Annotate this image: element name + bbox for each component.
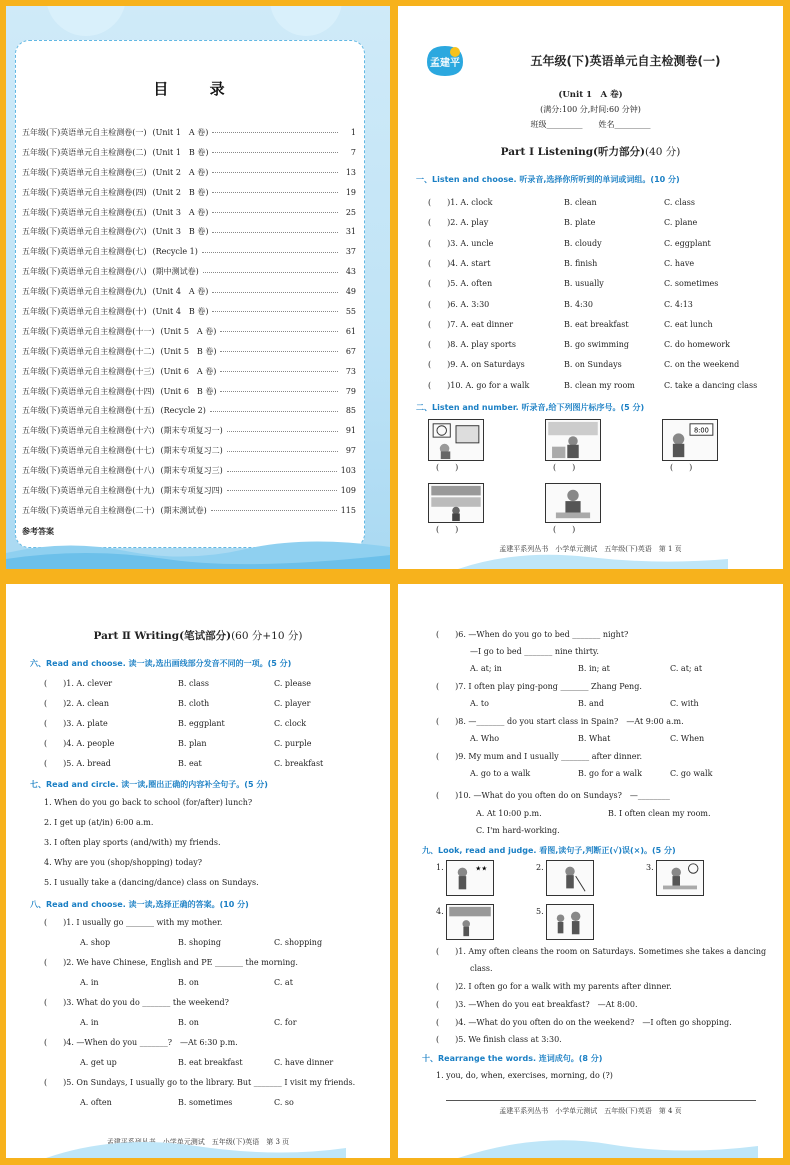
- toc-item-unit: (Unit 4 A 卷): [152, 287, 209, 297]
- toc-item-unit: (期中测试卷): [152, 267, 199, 277]
- toc-item-title: 五年级(下)英语单元自主检测卷(四): [22, 187, 147, 197]
- section-6-heading: 六、Read and choose. 读一读,选出画线部分发音不同的一项。(5 分): [30, 659, 292, 668]
- section-10-heading: 十、Rearrange the words. 连词成句。(8 分): [422, 1054, 603, 1063]
- question-8-8: ( )8. —_______ do you start class in Spain? —At 9:00 a.m.: [436, 717, 684, 726]
- toc-item-page: 7: [350, 147, 356, 157]
- toc-item-unit: (Unit 4 B 卷): [152, 306, 209, 316]
- toc-item-title: 五年级(下)英语单元自主检测卷(十七): [22, 446, 155, 456]
- toc-dots: [212, 132, 338, 133]
- question-8-2: ( )2. We have Chinese, English and PE _______ the morning.: [44, 958, 298, 967]
- decorative-wave: [6, 535, 390, 569]
- question-6-3: ( )3. A. plate: [44, 719, 108, 728]
- part-2-heading: [6, 628, 390, 643]
- toc-item[interactable]: [22, 342, 356, 362]
- toc-item-title: 五年级(下)英语单元自主检测卷(十三): [22, 366, 155, 376]
- option-8-5-b: B. sometimes: [178, 1098, 233, 1107]
- question-8-10: ( )10. —What do you often do on Sundays? —________: [436, 791, 670, 800]
- toc-dots: [203, 272, 338, 273]
- option-8-9-b: B. go for a walk: [578, 769, 642, 778]
- option-8-2-b: B. on: [178, 978, 199, 987]
- toc-dots: [227, 490, 337, 491]
- toc-item-page: 25: [345, 207, 356, 217]
- question-1-4: ( )4. A. start: [428, 258, 491, 268]
- option-8-7-b: B. and: [578, 699, 605, 708]
- option-1-3-b: B. cloudy: [564, 238, 602, 248]
- page-footer: 孟建平系列丛书 小学单元测试 五年级(下)英语 第 4 页: [499, 1107, 682, 1115]
- toc-item[interactable]: [22, 143, 356, 163]
- option-1-1-b: B. clean: [564, 198, 597, 207]
- question-1-6: ( )6. A. 3:30: [428, 299, 490, 309]
- option-1-6-b: B. 4:30: [564, 299, 593, 309]
- toc-item[interactable]: [22, 501, 356, 521]
- option-1-4-b: B. finish: [564, 258, 598, 268]
- picture-cleaning: [546, 860, 594, 896]
- option-8-6-b: B. in; at: [578, 664, 610, 673]
- question-1-2: ( )2. A. play: [428, 218, 489, 228]
- option-1-8-c: C. do homework: [664, 340, 731, 350]
- option-8-1-c: C. shopping: [274, 938, 323, 947]
- picture-dancing: [446, 860, 494, 896]
- section-1-heading: 一、Listen and choose. 听录音,选择你所听到的单词或词组。(10 分): [416, 175, 680, 184]
- option-1-5-c: C. sometimes: [664, 279, 719, 289]
- toc-item-title: 五年级(下)英语单元自主检测卷(七): [22, 247, 147, 257]
- question-6-5: ( )5. A. bread: [44, 759, 111, 768]
- option-1-10-b: B. clean my room: [564, 380, 635, 390]
- question-7-3: 3. I often play sports (and/with) my friends.: [44, 838, 221, 847]
- option-8-2-a: A. in: [80, 978, 99, 987]
- toc-item-unit: (Unit 1 A 卷): [152, 127, 209, 137]
- toc-item-page: 37: [345, 247, 356, 257]
- part-1-score: (40 分): [644, 146, 681, 158]
- toc-item-title: 五年级(下)英语单元自主检测卷(九): [22, 287, 147, 297]
- option-6-2-c: C. player: [274, 699, 311, 708]
- option-8-7-a: A. to: [470, 699, 489, 708]
- option-8-10-a: A. At 10:00 p.m.: [476, 809, 542, 818]
- section-8-heading: 八、Read and choose. 读一读,选择正确的答案。(10 分): [30, 900, 249, 909]
- part-2-score: (60 分+10 分): [231, 630, 303, 642]
- option-6-1-c: C. please: [274, 679, 311, 688]
- toc-item[interactable]: [22, 481, 356, 501]
- toc-item-page: 61: [345, 326, 356, 336]
- option-8-8-b: B. What: [578, 734, 611, 743]
- judge-statement: ( )3. —When do you eat breakfast? —At 8:00.: [436, 1000, 638, 1009]
- toc-item-title: 五年级(下)英语单元自主检测卷(十八): [22, 466, 155, 476]
- toc-item-page: 49: [345, 287, 356, 297]
- option-8-4-b: B. eat breakfast: [178, 1058, 243, 1067]
- toc-item-title: 五年级(下)英语单元自主检测卷(十五): [22, 406, 155, 416]
- judge-statement: class.: [470, 964, 493, 973]
- option-8-3-c: C. for: [274, 1018, 297, 1027]
- toc-item[interactable]: [22, 461, 356, 481]
- option-1-7-c: C. eat lunch: [664, 319, 713, 329]
- question-8-1: ( )1. I usually go _______ with my mother.: [44, 918, 223, 927]
- page-footer: 孟建平系列丛书 小学单元测试 五年级(下)英语 第 3 页: [106, 1138, 290, 1146]
- toc-answers: 参考答案: [22, 526, 54, 536]
- toc-dots: [227, 451, 338, 452]
- option-8-9-c: C. go walk: [670, 769, 713, 778]
- toc-item-unit: (Unit 3 A 卷): [152, 207, 209, 217]
- option-8-7-c: C. with: [670, 699, 699, 708]
- toc-item-page: 91: [345, 426, 356, 436]
- toc-item-page: 85: [345, 406, 356, 416]
- option-8-4-c: C. have dinner: [274, 1058, 334, 1067]
- toc-item-title: 五年级(下)英语单元自主检测卷(十二): [22, 346, 155, 356]
- toc-item-title: 五年级(下)英语单元自主检测卷(八): [22, 267, 147, 277]
- toc-item-title: 五年级(下)英语单元自主检测卷(十): [22, 306, 147, 316]
- test-title: 五年级(下)英语单元自主检测卷(一): [530, 54, 721, 68]
- option-6-5-c: C. breakfast: [274, 759, 324, 768]
- class-name-line: 班级_________ 姓名_________: [530, 120, 651, 129]
- option-8-4-a: A. get up: [80, 1058, 117, 1067]
- toc-item-unit: (期末测试卷): [160, 505, 207, 515]
- option-8-6-c: C. at; at: [670, 664, 703, 673]
- toc-item-page: 103: [340, 466, 356, 476]
- toc-item[interactable]: [22, 262, 356, 282]
- toc-item[interactable]: [22, 222, 356, 242]
- option-1-2-b: B. plate: [564, 218, 596, 228]
- section-9-heading: 九、Look, read and judge. 看图,读句子,判断正(√)误(×)。(5 分): [422, 846, 676, 855]
- question-6-1: ( )1. A. clever: [44, 679, 113, 688]
- option-6-3-c: C. clock: [274, 719, 307, 728]
- judge-statement: ( )4. —What do you often do on the weekend? —I often go shopping.: [436, 1018, 732, 1027]
- option-8-8-a: A. Who: [470, 734, 500, 743]
- toc-item[interactable]: [22, 123, 356, 143]
- toc-item-unit: (期末专项复习三): [160, 466, 223, 476]
- toc-item-title: 五年级(下)英语单元自主检测卷(十四): [22, 386, 155, 396]
- question-1-7: ( )7. A. eat dinner: [428, 319, 514, 329]
- picture-walking: [546, 904, 594, 940]
- logo-text: 孟建平: [430, 58, 460, 69]
- toc-item-unit: (Recycle 1): [152, 247, 198, 257]
- part-1-cn: (听力部分): [593, 146, 645, 158]
- toc-item-page: 97: [345, 446, 356, 456]
- option-1-1-c: C. class: [664, 198, 695, 207]
- option-8-10-c: C. I'm hard-working.: [476, 826, 560, 835]
- toc-list: [22, 123, 356, 521]
- option-8-5-a: A. often: [80, 1098, 112, 1107]
- toc-dots: [212, 172, 338, 173]
- question-8-6: ( )6. —When do you go to bed _______ night?: [436, 630, 629, 639]
- toc-dots: [212, 192, 338, 193]
- question-7-1: 1. When do you go back to school (for/after) lunch?: [44, 798, 253, 807]
- question-1-9: ( )9. A. on Saturdays: [428, 360, 525, 370]
- picture-cooking: [545, 419, 601, 461]
- toc-item-unit: (期末专项复习一): [160, 426, 223, 436]
- part-1-title: Part Ⅰ Listening: [500, 146, 594, 158]
- page-footer: 孟建平系列丛书 小学单元测试 五年级(下)英语 第 1 页: [499, 545, 682, 553]
- answer-paren-2[interactable]: ( ): [553, 463, 576, 472]
- toc-item[interactable]: [22, 421, 356, 441]
- option-1-3-c: C. eggplant: [664, 238, 711, 248]
- toc-item-page: 13: [345, 167, 356, 177]
- toc-dots: [212, 152, 338, 153]
- toc-item[interactable]: [22, 242, 356, 262]
- decorative-wave: [6, 1124, 390, 1158]
- option-8-3-b: B. on: [178, 1018, 199, 1027]
- question-8-6-reply: —I go to bed _______ nine thirty.: [470, 647, 599, 656]
- question-1-8: ( )8. A. play sports: [428, 340, 516, 350]
- toc-item-unit: (Unit 2 B 卷): [152, 187, 209, 197]
- judge-statement: ( )2. I often go for a walk with my parents after dinner.: [436, 982, 672, 991]
- test-page-4: [398, 584, 783, 1158]
- clock-text: 8:00: [693, 426, 709, 435]
- option-6-4-c: C. purple: [274, 739, 312, 748]
- option-1-9-b: B. on Sundays: [564, 360, 622, 370]
- toc-item-unit: (Unit 2 A 卷): [152, 167, 209, 177]
- toc-item-unit: (Unit 6 A 卷): [160, 366, 217, 376]
- picture-homework: [545, 483, 601, 523]
- option-6-3-b: B. eggplant: [178, 719, 225, 728]
- option-1-9-c: C. on the weekend: [664, 360, 740, 370]
- rearrange-question-1: 1. you, do, when, exercises, morning, do (?): [436, 1071, 613, 1080]
- unit-label: (Unit 1 A 卷): [558, 90, 623, 100]
- toc-item-unit: (Unit 5 A 卷): [160, 326, 217, 336]
- question-8-3: ( )3. What do you do _______ the weekend?: [44, 998, 229, 1007]
- part-2-cn: (笔试部分): [179, 630, 232, 642]
- picture-shopping-mall: [446, 904, 494, 940]
- toc-item-page: 1: [350, 127, 356, 137]
- question-1-5: ( )5. A. often: [428, 279, 493, 289]
- toc-item-unit: (期末专项复习四): [160, 485, 223, 495]
- toc-item-unit: (Recycle 2): [160, 406, 206, 416]
- picture-shopping: [428, 483, 484, 523]
- option-6-1-b: B. class: [178, 679, 209, 688]
- section-7-heading: 七、Read and circle. 读一读,圈出正确的内容补全句子。(5 分): [30, 780, 268, 789]
- option-1-5-b: B. usually: [564, 279, 604, 289]
- toc-dots: [212, 232, 338, 233]
- toc-title: 目 录: [153, 80, 243, 98]
- question-1-1: ( )1. A. clock: [428, 198, 493, 207]
- toc-item-unit: (Unit 6 B 卷): [160, 386, 217, 396]
- toc-item[interactable]: [22, 401, 356, 421]
- toc-item-unit: (Unit 3 B 卷): [152, 227, 209, 237]
- toc-dots: [202, 252, 338, 253]
- toc-item-page: 31: [345, 227, 356, 237]
- question-7-4: 4. Why are you (shop/shopping) today?: [44, 858, 203, 867]
- toc-item[interactable]: [22, 382, 356, 402]
- toc-dots: [212, 212, 338, 213]
- answer-paren-5[interactable]: ( ): [553, 525, 576, 534]
- answer-paren-3[interactable]: ( ): [670, 463, 693, 472]
- test-page-1: [398, 6, 783, 569]
- toc-item-title: 五年级(下)英语单元自主检测卷(五): [22, 207, 147, 217]
- option-8-9-a: A. go to a walk: [470, 769, 531, 778]
- judge-statement: ( )1. Amy often cleans the room on Saturdays. Sometimes she takes a dancing: [436, 947, 767, 956]
- question-8-5: ( )5. On Sundays, I usually go to the library. But _______ I visit my friends.: [44, 1078, 356, 1087]
- question-1-10: ( )10. A. go for a walk: [428, 380, 530, 390]
- score-time: (满分:100 分,时间:60 分钟): [540, 105, 641, 114]
- toc-dots: [220, 371, 338, 372]
- toc-item[interactable]: [22, 183, 356, 203]
- answer-paren-1[interactable]: ( ): [436, 463, 459, 472]
- toc-item-page: 109: [340, 485, 356, 495]
- part-1-heading: [398, 144, 783, 159]
- option-1-7-b: B. eat breakfast: [564, 319, 629, 329]
- option-8-3-a: A. in: [80, 1018, 99, 1027]
- toc-item-page: 79: [345, 386, 356, 396]
- option-1-6-c: C. 4:13: [664, 299, 693, 309]
- picture-number-5: 5.: [536, 907, 544, 916]
- question-6-4: ( )4. A. people: [44, 739, 115, 748]
- question-6-2: ( )2. A. clean: [44, 699, 109, 708]
- option-8-1-b: B. shoping: [178, 938, 221, 947]
- answer-paren-4[interactable]: ( ): [436, 525, 459, 534]
- toc-dots: [210, 411, 338, 412]
- question-1-3: ( )3. A. uncle: [428, 238, 494, 248]
- svg-text:★★: ★★: [475, 864, 488, 873]
- picture-breakfast: [656, 860, 704, 896]
- option-6-4-b: B. plan: [178, 739, 207, 748]
- decorative-wave: [398, 535, 783, 569]
- option-6-2-b: B. cloth: [178, 699, 210, 708]
- toc-item-page: 73: [345, 366, 356, 376]
- toc-dots: [212, 292, 338, 293]
- picture-number-3: 3.: [646, 863, 654, 872]
- toc-item[interactable]: [22, 203, 356, 223]
- toc-item-page: 43: [345, 267, 356, 277]
- toc-item[interactable]: [22, 441, 356, 461]
- toc-item-title: 五年级(下)英语单元自主检测卷(一): [22, 127, 147, 137]
- picture-number-1: 1.: [436, 863, 444, 872]
- picture-number-2: 2.: [536, 863, 544, 872]
- toc-dots: [211, 510, 337, 511]
- toc-item-unit: (Unit 1 B 卷): [152, 147, 209, 157]
- answer-line[interactable]: [446, 1100, 756, 1101]
- toc-item-title: 五年级(下)英语单元自主检测卷(十一): [22, 326, 155, 336]
- picture-clock-eight: [662, 419, 718, 461]
- option-1-8-b: B. go swimming: [564, 340, 629, 350]
- option-1-10-c: C. take a dancing class: [664, 380, 758, 390]
- toc-item-page: 19: [345, 187, 356, 197]
- part-2-title: Part Ⅱ Writing: [93, 630, 180, 642]
- picture-number-4: 4.: [436, 907, 444, 916]
- option-1-4-c: C. have: [664, 258, 695, 268]
- test-page-3: [6, 584, 390, 1158]
- question-8-7: ( )7. I often play ping-pong _______ Zhang Peng.: [436, 682, 642, 691]
- question-8-4: ( )4. —When do you _______? —At 6:30 p.m.: [44, 1038, 238, 1047]
- option-8-1-a: A. shop: [80, 938, 111, 947]
- toc-dots: [220, 391, 338, 392]
- toc-dots: [212, 311, 338, 312]
- toc-item[interactable]: [22, 362, 356, 382]
- question-7-2: 2. I get up (at/in) 6:00 a.m.: [44, 818, 154, 827]
- toc-item-title: 五年级(下)英语单元自主检测卷(二十): [22, 505, 155, 515]
- toc-page: [6, 6, 390, 569]
- toc-item-title: 五年级(下)英语单元自主检测卷(十六): [22, 426, 155, 436]
- judge-statement: ( )5. We finish class at 3:30.: [436, 1035, 562, 1044]
- question-8-9: ( )9. My mum and I usually _______ after dinner.: [436, 752, 642, 761]
- toc-item-page: 67: [345, 346, 356, 356]
- option-6-5-b: B. eat: [178, 759, 202, 768]
- toc-item-page: 115: [340, 505, 356, 515]
- toc-dots: [227, 431, 338, 432]
- option-8-2-c: C. at: [274, 978, 293, 987]
- picture-clock-class: [428, 419, 484, 461]
- option-8-10-b: B. I often clean my room.: [608, 809, 711, 818]
- toc-item-title: 五年级(下)英语单元自主检测卷(二): [22, 147, 147, 157]
- toc-item-title: 五年级(下)英语单元自主检测卷(三): [22, 167, 147, 177]
- option-8-5-c: C. so: [274, 1098, 294, 1107]
- question-7-5: 5. I usually take a (dancing/dance) class on Sundays.: [44, 878, 259, 887]
- toc-dots: [220, 331, 338, 332]
- toc-item-unit: (期末专项复习二): [160, 446, 223, 456]
- toc-item-page: 55: [345, 306, 356, 316]
- toc-item[interactable]: [22, 322, 356, 342]
- option-8-8-c: C. When: [670, 734, 705, 743]
- option-8-6-a: A. at; in: [470, 664, 502, 673]
- toc-item-title: 五年级(下)英语单元自主检测卷(十九): [22, 485, 155, 495]
- decorative-wave: [398, 1124, 783, 1158]
- toc-dots: [220, 351, 338, 352]
- toc-item-unit: (Unit 5 B 卷): [160, 346, 217, 356]
- toc-item[interactable]: [22, 282, 356, 302]
- section-2-heading: 二、Listen and number. 听录音,给下列图片标序号。(5 分): [416, 403, 645, 412]
- toc-item[interactable]: [22, 302, 356, 322]
- toc-item[interactable]: [22, 163, 356, 183]
- toc-dots: [227, 471, 337, 472]
- option-1-2-c: C. plane: [664, 218, 698, 228]
- toc-item-title: 五年级(下)英语单元自主检测卷(六): [22, 227, 147, 237]
